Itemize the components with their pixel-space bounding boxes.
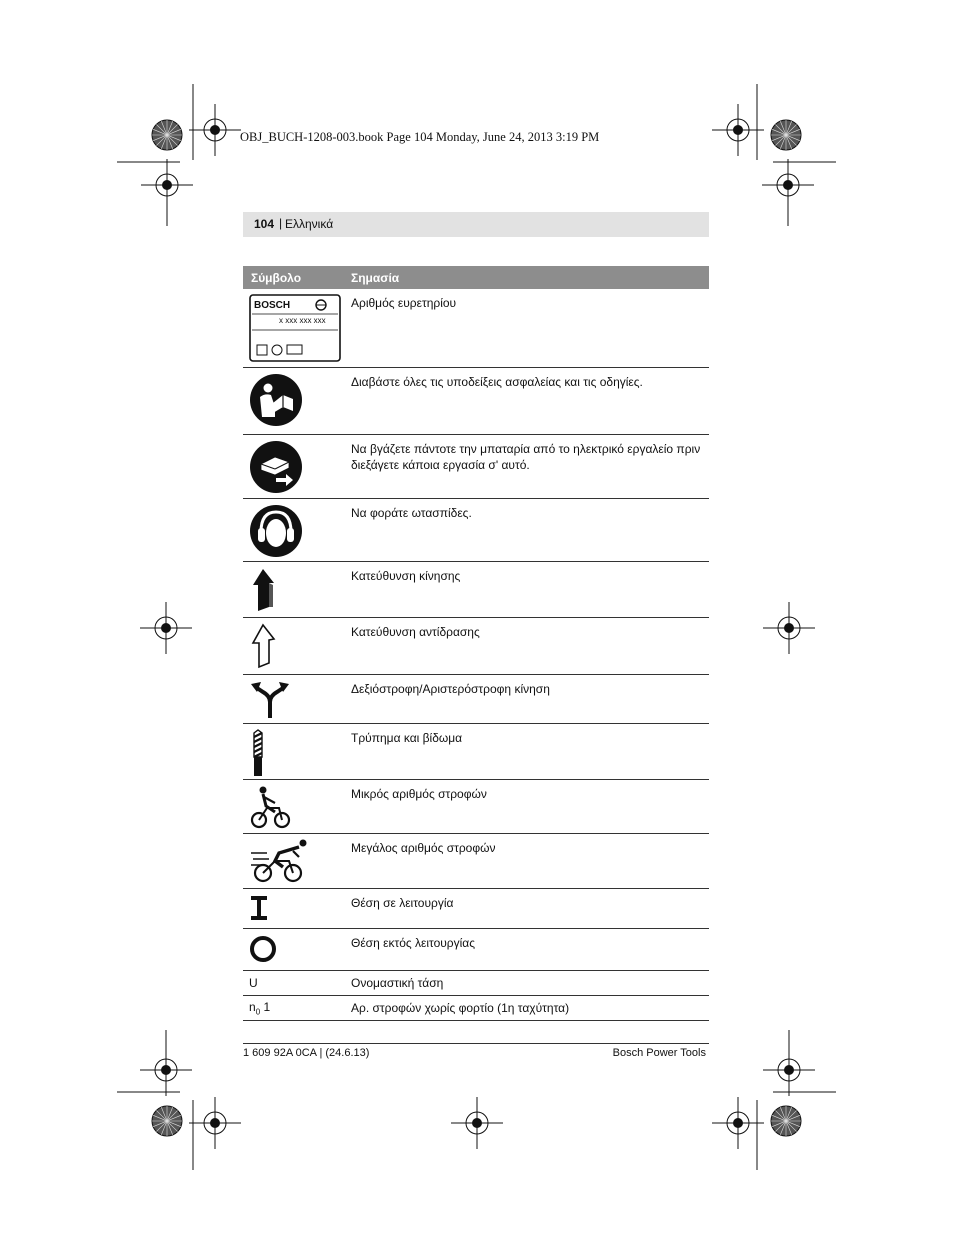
footer-divider — [243, 1043, 709, 1044]
forward-reverse-rotation-icon — [249, 680, 344, 720]
row-meaning: Μικρός αριθμός στροφών — [351, 787, 487, 801]
row-meaning: Αριθμός ευρετηρίου — [351, 296, 457, 310]
cyclist-fast-icon — [249, 839, 344, 883]
footer-document-code: 1 609 92A 0CA | (24.6.13) — [243, 1047, 370, 1059]
symbol-main: n — [249, 1000, 256, 1014]
page-header — [243, 212, 709, 237]
row-meaning: Κατεύθυνση κίνησης — [351, 569, 461, 583]
column-symbol: Σύμβολο — [251, 271, 302, 285]
row-meaning: Δεξιόστροφη/Αριστερόστροφη κίνηση — [351, 682, 550, 696]
nameplate-brand: BOSCH — [254, 300, 291, 311]
table-row — [243, 929, 709, 971]
table-row — [243, 289, 709, 368]
cyclist-slow-icon — [249, 785, 344, 829]
table-row — [243, 562, 709, 618]
symbol-table — [243, 289, 709, 1021]
table-row — [243, 724, 709, 780]
row-meaning: Να φοράτε ωτασπίδες. — [351, 506, 472, 520]
table-row — [243, 780, 709, 834]
drill-bit-icon — [249, 729, 344, 777]
table-header — [243, 266, 709, 289]
table-row — [243, 675, 709, 724]
row-meaning: Τρύπημα και βίδωμα — [351, 731, 463, 745]
table-row — [243, 499, 709, 562]
read-manual-icon — [249, 373, 344, 427]
row-meaning: Μεγάλος αριθμός στροφών — [351, 841, 496, 855]
table-row — [243, 368, 709, 435]
print-info: OBJ_BUCH-1208-003.book Page 104 Monday, June 24, 2013 3:19 PM — [240, 130, 600, 144]
row-meaning: Διαβάστε όλες τις υποδείξεις ασφαλείας και τις οδηγίες. — [351, 375, 643, 389]
table-row — [243, 834, 709, 889]
language-label: Ελληνικά — [285, 217, 334, 231]
symbol-suffix: 1 — [260, 1000, 271, 1014]
row-meaning: Θέση εκτός λειτουργίας — [351, 936, 476, 950]
table-row — [243, 996, 709, 1021]
row-meaning: Ονομαστική τάση — [351, 976, 444, 990]
page-number: 104 — [254, 217, 275, 231]
table-row — [243, 889, 709, 929]
solid-arrow-up-icon — [249, 567, 344, 613]
table-row — [243, 435, 709, 499]
row-meaning: Θέση σε λειτουργία — [351, 896, 454, 910]
row-meaning: Αρ. στροφών χωρίς φορτίο (1η ταχύτητα) — [351, 1001, 570, 1015]
power-off-icon — [249, 934, 344, 964]
row-meaning: Να βγάζετε πάντοτε την μπαταρία από το ηλεκτρικό εργαλείο πριν διεξάγετε κάποια εργασία σ' αυτό. — [351, 442, 701, 472]
table-row — [243, 971, 709, 996]
symbol-no-load-speed — [249, 1000, 344, 1016]
outline-arrow-up-icon — [249, 623, 344, 669]
column-meaning: Σημασία — [351, 271, 400, 285]
symbol-voltage: U — [249, 976, 258, 990]
nameplate-number: x xxx xxx xxx — [279, 316, 326, 325]
header-separator: | — [279, 216, 283, 230]
remove-battery-icon — [249, 440, 344, 494]
row-meaning: Κατεύθυνση αντίδρασης — [351, 625, 480, 639]
footer-brand: Bosch Power Tools — [612, 1047, 706, 1059]
bosch-nameplate-icon — [249, 294, 344, 362]
power-on-icon — [249, 894, 344, 922]
table-row — [243, 618, 709, 675]
ear-protection-icon — [249, 504, 344, 558]
symbol-subscript: 0 — [255, 1007, 261, 1017]
